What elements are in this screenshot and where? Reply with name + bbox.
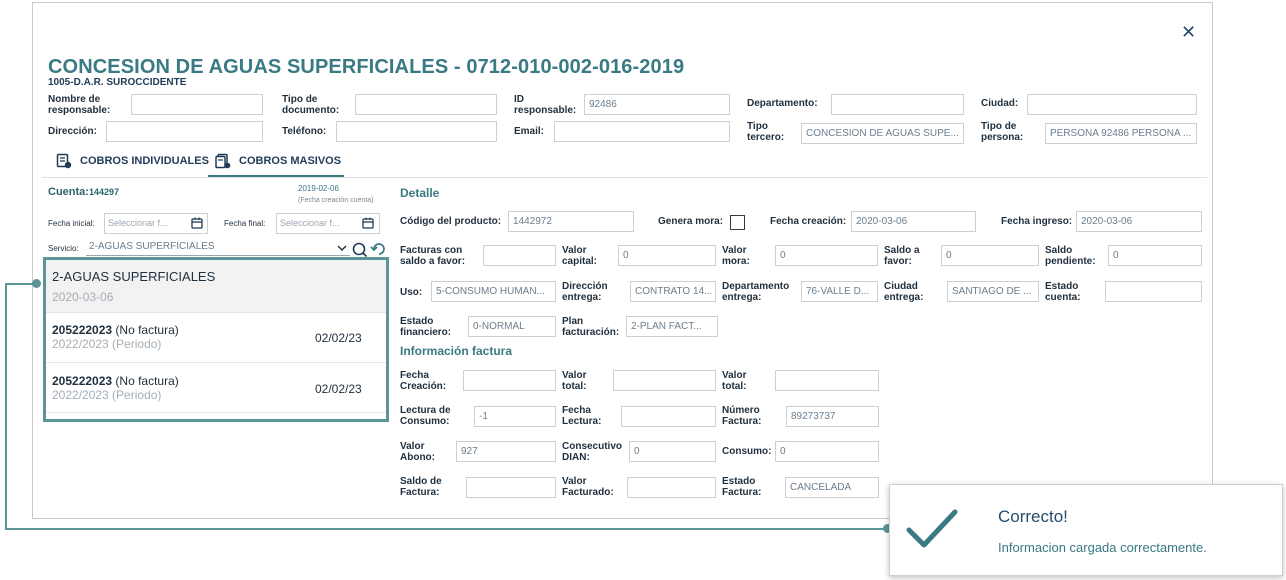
servicio-label: Servicio:	[48, 244, 79, 253]
consecutivo-dian-input[interactable]: 0	[629, 441, 716, 462]
lectura-consumo-input[interactable]: -1	[474, 406, 556, 427]
toast-title: Correcto!	[998, 507, 1068, 526]
fecha-creacion-input[interactable]: 2020-03-06	[851, 211, 976, 232]
multi-invoice-icon	[215, 153, 231, 169]
invoice-icon	[56, 153, 72, 169]
genera-mora-checkbox[interactable]	[730, 215, 745, 230]
servicio-select[interactable]: 2-AGUAS SUPERFICIALES	[86, 240, 350, 256]
direccion-entrega-label: Dirección entrega:	[562, 281, 608, 303]
ciudad-entrega-input[interactable]: SANTIAGO DE ...	[947, 281, 1039, 302]
direccion-input[interactable]	[106, 121, 263, 142]
fecha-creacion-label: Fecha creación:	[770, 216, 847, 227]
consumo-label: Consumo:	[722, 446, 772, 457]
page-title: CONCESION DE AGUAS SUPERFICIALES - 0712-010-002-016-2019	[48, 56, 685, 78]
factura-number: 205222023	[52, 374, 113, 388]
tipo-persona-input[interactable]: PERSONA 92486 PERSONA ...	[1045, 123, 1197, 144]
fecha-lectura-input[interactable]	[621, 406, 716, 427]
valor-abono-input[interactable]: 927	[456, 441, 556, 462]
lectura-consumo-label: Lectura de Consumo:	[400, 405, 451, 427]
cuenta-creation-date: 2019-02-06	[298, 184, 339, 193]
numero-factura-input[interactable]: 89273737	[786, 406, 879, 427]
codigo-producto-label: Código del producto:	[400, 216, 502, 227]
saldo-pendiente-label: Saldo pendiente:	[1045, 245, 1096, 267]
departamento-input[interactable]	[831, 94, 964, 115]
calendar-icon[interactable]	[191, 217, 203, 229]
valor-total-2-label: Valor total:	[722, 370, 747, 392]
list-divider	[46, 362, 386, 363]
fecha-ingreso-label: Fecha ingreso:	[1001, 216, 1073, 227]
refresh-icon[interactable]	[370, 241, 388, 257]
tipo-documento-label: Tipo de documento:	[282, 94, 340, 116]
valor-capital-input[interactable]: 0	[618, 245, 716, 266]
telefono-input[interactable]	[336, 121, 497, 142]
callout-dot	[32, 279, 41, 288]
factura-suffix: (No factura)	[115, 374, 179, 388]
nombre-responsable-label: Nombre de responsable:	[48, 94, 111, 116]
departamento-label: Departamento:	[747, 98, 818, 109]
tipo-tercero-input[interactable]: CONCESION DE AGUAS SUPE...	[801, 123, 964, 144]
estado-cuenta-label: Estado cuenta:	[1045, 281, 1081, 303]
calendar-icon[interactable]	[362, 217, 374, 229]
list-item-periodo: 2022/2023 (Periodo)	[52, 337, 162, 351]
list-item-title: 2-AGUAS SUPERFICIALES	[52, 269, 216, 284]
nombre-responsable-input[interactable]	[131, 94, 263, 115]
valor-total-2-input[interactable]	[775, 370, 879, 391]
cuenta-value: 144297	[88, 187, 119, 197]
telefono-label: Teléfono:	[282, 126, 327, 137]
list-divider	[46, 412, 386, 413]
tab-cobros-individuales-label: COBROS INDIVIDUALES	[80, 155, 209, 167]
email-input[interactable]	[554, 121, 730, 142]
plan-facturacion-input[interactable]: 2-PLAN FACT...	[626, 316, 718, 337]
tipo-persona-label: Tipo de persona:	[981, 121, 1024, 143]
fecha-final-input[interactable]: Seleccionar f...	[276, 213, 380, 234]
toast-message: Informacion cargada correctamente.	[998, 540, 1207, 555]
tab-cobros-masivos[interactable]	[215, 153, 341, 169]
cuenta-creation-note: (Fecha creación cuenta)	[298, 197, 374, 204]
plan-facturacion-label: Plan facturación:	[562, 316, 620, 338]
email-label: Email:	[514, 126, 545, 137]
valor-facturado-label: Valor Facturado:	[562, 476, 614, 498]
detalle-section-title: Detalle	[400, 186, 440, 200]
facturas-saldo-favor-input[interactable]	[483, 245, 556, 266]
cuenta-label-text: Cuenta:	[48, 186, 89, 198]
direccion-entrega-input[interactable]: CONTRATO 14...	[630, 281, 716, 302]
tipo-tercero-label: Tipo tercero:	[747, 121, 785, 143]
genera-mora-label: Genera mora:	[658, 216, 724, 227]
page-subtitle: 1005-D.A.R. SUROCCIDENTE	[48, 77, 187, 88]
uso-label: Uso:	[400, 287, 423, 298]
estado-financiero-label: Estado financiero:	[400, 316, 452, 338]
id-responsable-label: ID responsable:	[514, 94, 577, 116]
info-factura-section-title: Información factura	[400, 344, 513, 358]
checkmark-icon	[906, 508, 958, 550]
list-item-periodo: 2022/2023 (Periodo)	[52, 388, 162, 402]
direccion-label: Dirección:	[48, 126, 97, 137]
active-tab-indicator	[208, 175, 344, 177]
fecha-creacion-factura-input[interactable]	[463, 370, 556, 391]
chevron-down-icon[interactable]	[337, 244, 347, 252]
fecha-lectura-label: Fecha Lectura:	[562, 405, 602, 427]
estado-cuenta-input[interactable]	[1105, 281, 1202, 302]
fecha-ingreso-input[interactable]: 2020-03-06	[1076, 211, 1202, 232]
ciudad-label: Ciudad:	[981, 98, 1019, 109]
saldo-factura-label: Saldo de Factura:	[400, 476, 442, 498]
fecha-final-label: Fecha final:	[224, 219, 266, 228]
facturas-saldo-favor-label: Facturas con saldo a favor:	[400, 245, 466, 267]
consecutivo-dian-label: Consecutivo DIAN:	[562, 441, 623, 463]
ciudad-entrega-label: Ciudad entrega:	[884, 281, 924, 303]
saldo-favor-label: Saldo a favor:	[884, 245, 920, 267]
list-item-date: 2020-03-06	[52, 290, 114, 304]
id-responsable-input[interactable]: 92486	[584, 94, 730, 115]
valor-abono-label: Valor Abono:	[400, 441, 435, 463]
list-item-factura[interactable]	[52, 374, 179, 388]
fecha-creacion-factura-label: Fecha Creación:	[400, 370, 447, 392]
valor-capital-label: Valor capital:	[562, 245, 598, 267]
saldo-favor-input[interactable]: 0	[941, 245, 1039, 266]
factura-number: 205222023	[52, 323, 113, 337]
close-icon[interactable]: ✕	[1181, 22, 1197, 43]
fecha-inicial-input[interactable]: Seleccionar f...	[104, 213, 208, 234]
tab-cobros-individuales[interactable]	[56, 153, 209, 169]
departamento-entrega-input[interactable]: 76-VALLE D...	[801, 281, 878, 302]
numero-factura-label: Número Factura:	[722, 405, 762, 427]
list-item-selected[interactable]	[46, 260, 386, 312]
ciudad-input[interactable]	[1027, 94, 1197, 115]
codigo-producto-input[interactable]: 1442972	[508, 211, 634, 232]
valor-facturado-input[interactable]	[627, 477, 716, 498]
callout-connector	[5, 528, 887, 530]
list-divider	[46, 312, 386, 313]
list-item-fecha: 02/02/23	[315, 382, 362, 396]
tipo-documento-input[interactable]	[355, 94, 497, 115]
tab-cobros-masivos-label: COBROS MASIVOS	[239, 155, 342, 167]
saldo-factura-input[interactable]	[466, 477, 556, 498]
departamento-entrega-label: Departamento entrega:	[722, 281, 790, 303]
search-icon[interactable]	[352, 242, 368, 258]
valor-mora-input[interactable]: 0	[775, 245, 878, 266]
fecha-inicial-label: Fecha inicial:	[48, 219, 95, 228]
factura-suffix: (No factura)	[115, 323, 179, 337]
list-item-factura[interactable]	[52, 323, 179, 337]
estado-factura-label: Estado Factura:	[722, 476, 762, 498]
valor-total-input[interactable]	[613, 370, 716, 391]
valor-mora-label: Valor mora:	[722, 245, 750, 267]
estado-factura-input[interactable]: CANCELADA	[785, 477, 879, 498]
estado-financiero-input[interactable]: 0-NORMAL	[468, 316, 556, 337]
valor-total-label: Valor total:	[562, 370, 587, 392]
callout-connector	[5, 284, 7, 529]
tabs-divider	[42, 177, 1207, 178]
consumo-input[interactable]: 0	[775, 441, 879, 462]
uso-input[interactable]: 5-CONSUMO HUMAN...	[431, 281, 556, 302]
list-item-fecha: 02/02/23	[315, 331, 362, 345]
saldo-pendiente-input[interactable]: 0	[1108, 245, 1202, 266]
cuenta-label	[48, 186, 119, 198]
